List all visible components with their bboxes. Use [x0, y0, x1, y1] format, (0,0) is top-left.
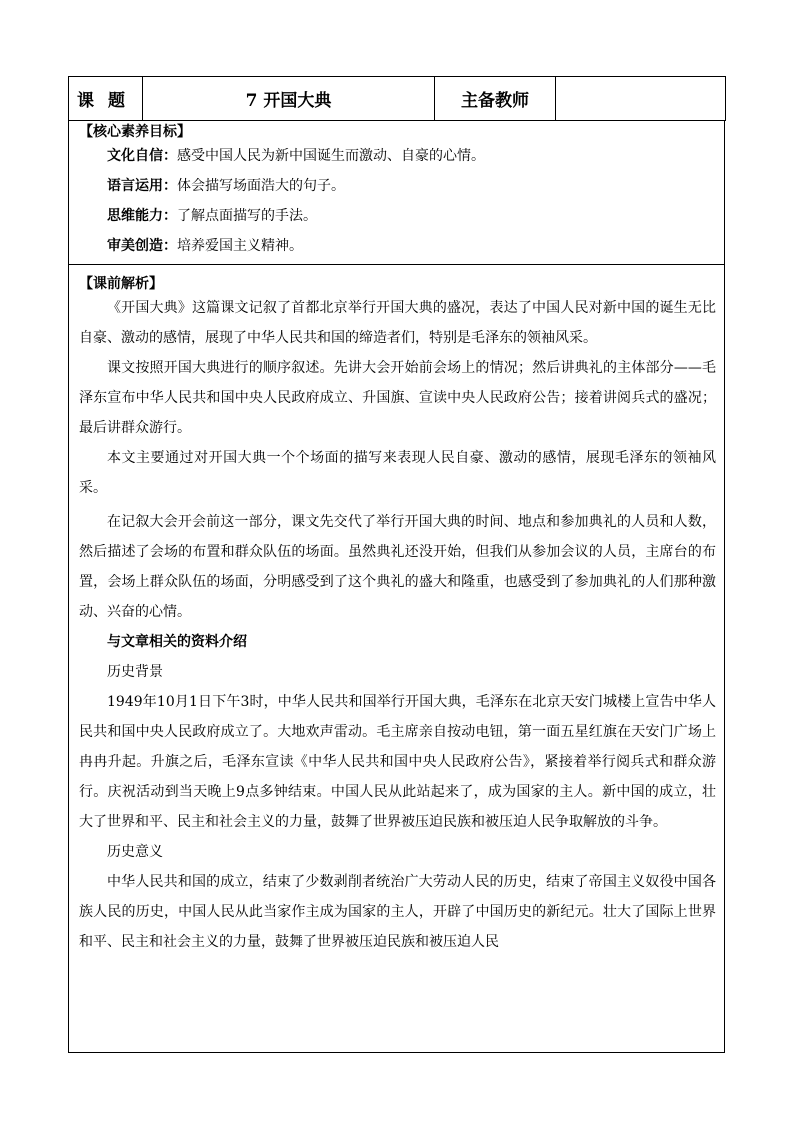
goals-heading: 【核心素养目标】 — [79, 124, 191, 140]
resource-heading: 与文章相关的资料介绍 — [107, 634, 247, 650]
background-heading: 历史背景 — [107, 664, 163, 680]
goal-key: 思维能力： — [107, 208, 177, 224]
goal-key: 语言运用： — [107, 178, 177, 194]
analysis-paragraph: 本文主要通过对开国大典一个个场面的描写来表现人民自豪、激动的感情，展现毛泽东的领袖风采。 — [79, 450, 716, 496]
lesson-plan-sheet — [68, 76, 725, 1053]
analysis-paragraph: 《开国大典》这篇课文记叙了首都北京举行开国大典的盛况，表达了中国人民对新中国的诞生无比自豪、激动的感情，展现了中华人民共和国的缔造者们，特别是毛泽东的领袖风采。 — [79, 300, 716, 346]
analysis-paragraph: 课文按照开国大典进行的顺序叙述。先讲大会开始前会场上的情况；然后讲典礼的主体部分——毛泽东宣布中华人民共和国中央人民政府成立、升国旗、宣读中央人民政府公告；接着讲阅兵式的盛况；最后讲群众游行。 — [79, 360, 716, 436]
background-text: 1949年10月1日下午3时，中华人民共和国举行开国大典，毛泽东在北京天安门城楼上宣告中华人民共和国中央人民政府成立了。大地欢声雷动。毛主席亲自按动电钮，第一面五星红旗在天安门广场上冉冉升起。升旗之后，毛泽东宣读《中华人民共和国中央人民政府公告》，紧接着举行阅兵式和群众游行。庆祝活动到当天晚上9点多钟结束。中国人民从此站起来了，成为国家的主人。新中国的成立，壮大了世界和平、民主和社会主义的力量，鼓舞了世界被压迫民族和被压迫人民争取解放的斗争。 — [79, 694, 716, 830]
significance-heading: 历史意义 — [107, 844, 163, 860]
header-table — [68, 76, 726, 121]
analysis-heading: 【课前解析】 — [79, 276, 163, 292]
goal-text: 感受中国人民为新中国诞生而激动、自豪的心情。 — [177, 148, 485, 164]
goal-item — [69, 171, 724, 201]
significance-text: 中华人民共和国的成立，结束了少数剥削者统治广大劳动人民的历史，结束了帝国主义奴役中国各族人民的历史，中国人民从此当家作主成为国家的主人，开辟了中国历史的新纪元。壮大了国际上世界和平、民主和社会主义的力量，鼓舞了世界被压迫民族和被压迫人民 — [79, 874, 716, 950]
topic-label: 课题 — [69, 77, 143, 121]
analysis-section — [68, 265, 725, 1053]
goals-section — [68, 121, 725, 265]
teacher-value — [556, 77, 726, 121]
lesson-title: 7 开国大典 — [143, 77, 435, 121]
goal-item — [69, 201, 724, 231]
goal-item — [69, 231, 724, 261]
goal-item — [69, 141, 724, 171]
goal-text: 培养爱国主义精神。 — [177, 238, 303, 254]
goal-key: 文化自信： — [107, 148, 177, 164]
goal-text: 了解点面描写的手法。 — [177, 208, 317, 224]
analysis-paragraph: 在记叙大会开会前这一部分，课文先交代了举行开国大典的时间、地点和参加典礼的人员和人数，然后描述了会场的布置和群众队伍的场面。虽然典礼还没开始，但我们从参加会议的人员，主席台的布置，会场上群众队伍的场面，分明感受到了这个典礼的盛大和隆重，也感受到了参加典礼的人们那种激动、兴奋的心情。 — [79, 514, 716, 620]
goal-key: 审美创造： — [107, 238, 177, 254]
goal-text: 体会描写场面浩大的句子。 — [177, 178, 345, 194]
teacher-label: 主备教师 — [435, 77, 556, 121]
